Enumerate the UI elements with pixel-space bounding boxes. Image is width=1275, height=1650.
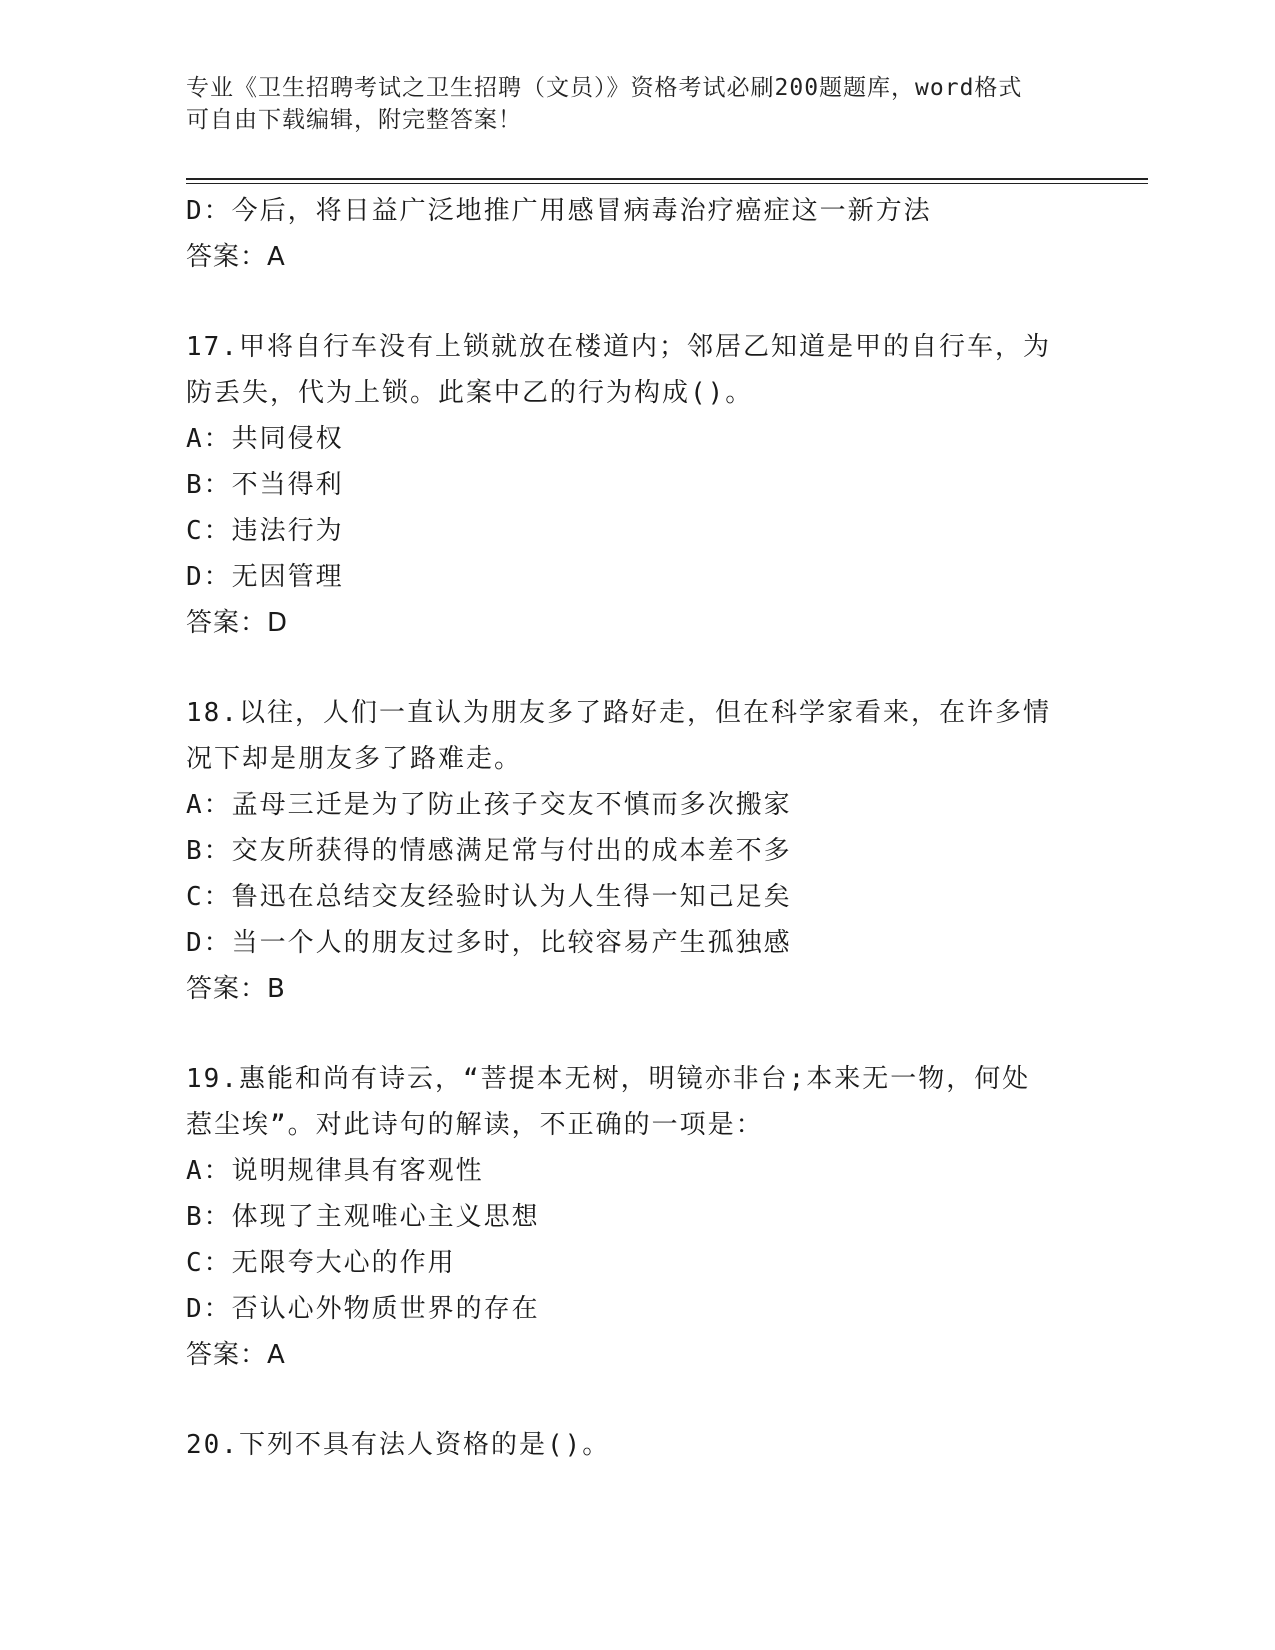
option-c: C：违法行为 [186,516,344,546]
header-rule-thick [186,178,1148,180]
answer: 答案：A [186,242,286,272]
option-c: C：鲁迅在总结交友经验时认为人生得一知己足矣 [186,882,792,912]
question-18 [186,690,1106,1012]
option-b: B：体现了主观唯心主义思想 [186,1202,540,1232]
option-d: D：否认心外物质世界的存在 [186,1294,540,1324]
answer: 答案：B [186,974,286,1004]
option-a: A：共同侵权 [186,424,344,454]
question-17 [186,324,1106,646]
header-line-1: 专业《卫生招聘考试之卫生招聘（文员）》资格考试必刷200题题库，word格式 [186,75,1023,101]
option-b: B：不当得利 [186,470,344,500]
question-stem: 惹尘埃”。对此诗句的解读，不正确的一项是： [186,1110,764,1140]
header-rule-thin [186,183,1148,184]
document-header [186,72,1086,136]
option-a: A：孟母三迁是为了防止孩子交友不慎而多次搬家 [186,790,792,820]
option-b: B：交友所获得的情感满足常与付出的成本差不多 [186,836,792,866]
option-d: D：当一个人的朋友过多时，比较容易产生孤独感 [186,928,792,958]
header-line-2: 可自由下载编辑，附完整答案！ [186,107,522,133]
option-c: C：无限夸大心的作用 [186,1248,456,1278]
question-stem: 防丢失，代为上锁。此案中乙的行为构成()。 [186,378,754,408]
question-stem: 况下却是朋友多了路难走。 [186,744,523,774]
question-20 [186,1422,1106,1468]
document-body [186,188,1106,1468]
question-19 [186,1056,1106,1378]
option-d: D：今后，将日益广泛地推广用感冒病毒治疗癌症这一新方法 [186,196,932,226]
option-a: A：说明规律具有客观性 [186,1156,484,1186]
question-stem: 20.下列不具有法人资格的是()。 [186,1430,611,1460]
question-stem: 18.以往，人们一直认为朋友多了路好走，但在科学家看来，在许多情 [186,698,1051,728]
question-stem: 19.惠能和尚有诗云，“菩提本无树，明镜亦非台;本来无一物，何处 [186,1064,1031,1094]
answer: 答案：A [186,1340,286,1370]
option-d: D：无因管理 [186,562,344,592]
answer: 答案：D [186,608,289,638]
question-stem: 17.甲将自行车没有上锁就放在楼道内；邻居乙知道是甲的自行车，为 [186,332,1051,362]
